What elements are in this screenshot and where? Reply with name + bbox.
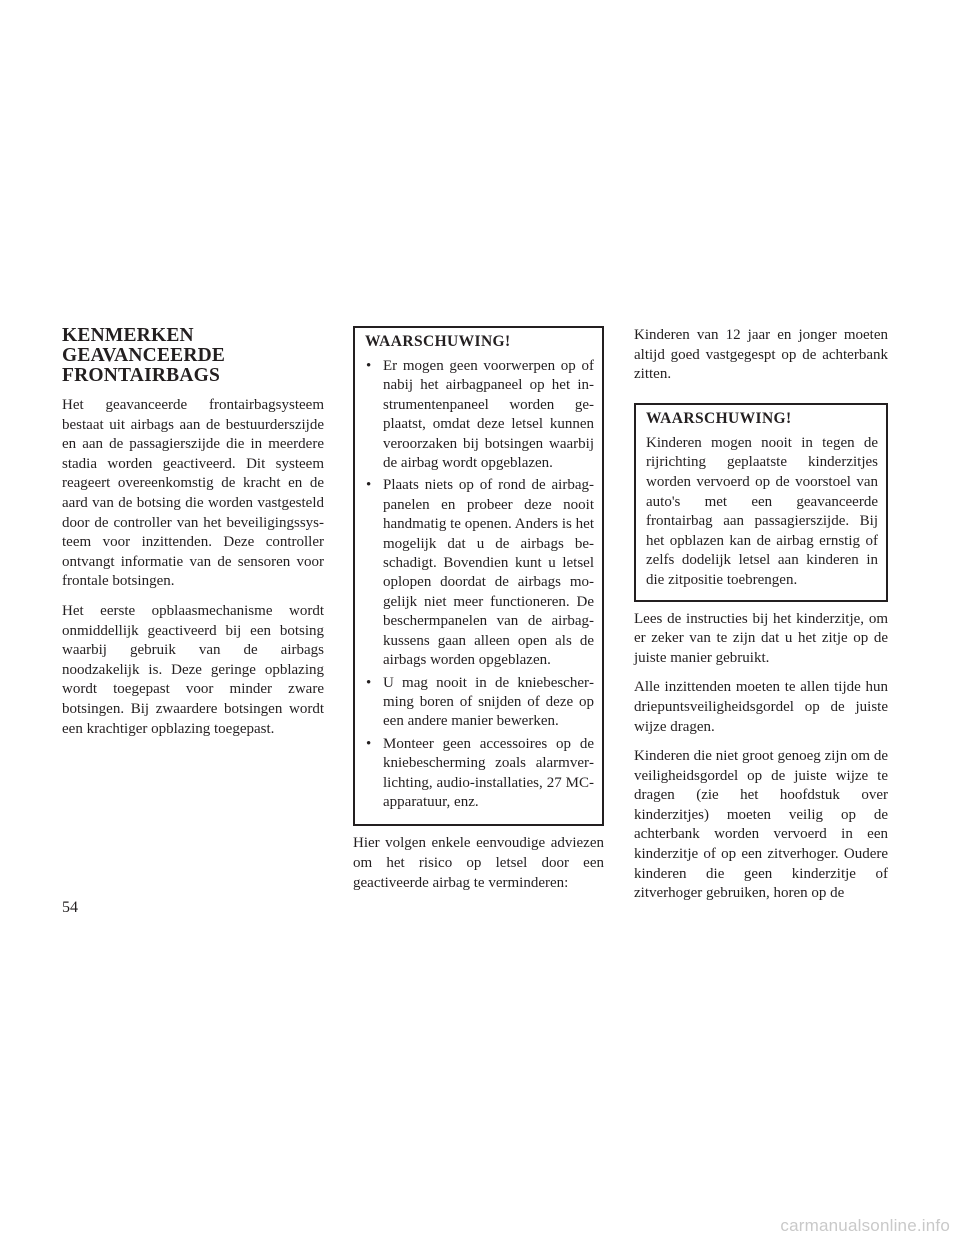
- heading-line-1: KENMERKEN: [62, 325, 194, 346]
- bullet-icon: •: [366, 735, 372, 752]
- column-right: [634, 326, 888, 914]
- column-middle: [353, 326, 604, 903]
- warning-item: • Plaats niets op of rond de airbagpanelen en probeer deze nooit handmatig te openen. Anders is het mogelijk dat u de airbags beschadigt. Bovendien kunt u letsel oplopen doordat de airbags mogelijk niet meer functioneren. De beschermpanelen van de airbagkussens gaan alleen open als de airbags worden opgeblazen.: [366, 477, 594, 669]
- warning-item: • Monteer geen accessoires op de kniebescherming zoals alarmverlichting, audio-installaties, 27 MC-apparatuur, enz.: [366, 735, 594, 810]
- heading-line-3: FRONTAIRBAGS: [62, 365, 221, 386]
- inflation-paragraph: Het eerste opblaasmechanisme wordt onmiddellijk geactiveerd bij een botsing waarbij gebruik van de airbags noodzakelijk is. Deze geringe opblazing wordt toegepast voor minder zware botsingen. Bij zwaardere botsingen wordt een krachtiger opblazing toegepast.: [62, 602, 324, 737]
- warning-title: WAARSCHUWING!: [646, 409, 792, 427]
- column-left: [62, 326, 324, 749]
- bullet-icon: •: [366, 358, 372, 374]
- warning-box-airbag-panel: [353, 326, 604, 826]
- intro-paragraph: Het geavanceerde frontairbagsysteem bestaat uit airbags aan de bestuurderszijde en aan de passagierszijde die in meerdere stadia worden geactiveerd. Dit systeem reageert overeenkomstig de kracht en de aard van de botsing die worden vastgesteld door de controller van het beveiligingssysteem voor inzittenden. Deze controller ontvangt informatie van de sensoren voor frontale botsingen.: [62, 397, 324, 590]
- heading-line-2: GEAVANCEERDE: [62, 345, 226, 366]
- warning-title: WAARSCHUWING!: [365, 333, 511, 350]
- bullet-icon: •: [366, 674, 372, 691]
- section-heading: [62, 326, 324, 386]
- seatbelt-paragraph: Alle inzittenden moeten te allen tijde hun driepuntsveiligheidsgordel op de juiste wijze dragen.: [634, 679, 888, 735]
- advice-paragraph: Hier volgen enkele eenvoudige adviezen om het risico op letsel door een geactiveerde airbag te verminderen:: [353, 835, 604, 891]
- warning-item: • Er mogen geen voorwerpen op of nabij het airbagpaneel op het instrumentenpaneel worden geplaatst, omdat deze letsel kunnen veroorzaken bij botsingen waarbij de airbag wordt opgeblazen.: [366, 358, 594, 472]
- warning-list: [365, 357, 594, 812]
- bullet-icon: •: [366, 477, 372, 494]
- booster-paragraph: Kinderen die niet groot genoeg zijn om de veiligheidsgordel op de juiste wijze te dragen (zie het hoofdstuk over kinderzitjes) moeten veilig op de achterbank worden vervoerd in een kinderzitje of op een zitverhoger. Oudere kinderen die geen kinderzitje of zitverhoger gebruiken, horen op de: [634, 748, 888, 902]
- watermark: carmanualsonline.info: [780, 1216, 950, 1235]
- warning-text: Kinderen mogen nooit in tegen de rijrichting geplaatste kinderzitjes worden vervoerd op de voorstoel van auto's met een geavanceerde frontairbag aan passagierszijde. Bij het opblazen kan de airbag ernstig of zelfs dodelijk letsel aan kinderen in die zitpositie toebrengen.: [646, 434, 878, 588]
- warning-box-child-seat: [634, 403, 888, 602]
- page-number: 54: [62, 899, 78, 916]
- warning-item: • U mag nooit in de kniebescherming boren of snijden of deze op een andere manier bewerken.: [366, 674, 594, 730]
- children-paragraph: Kinderen van 12 jaar en jonger moeten altijd goed vastgegespt op de achterbank zitten.: [634, 327, 888, 383]
- instructions-paragraph: Lees de instructies bij het kinderzitje, om er zeker van te zijn dat u het zitje op de juiste manier gebruikt.: [634, 610, 888, 666]
